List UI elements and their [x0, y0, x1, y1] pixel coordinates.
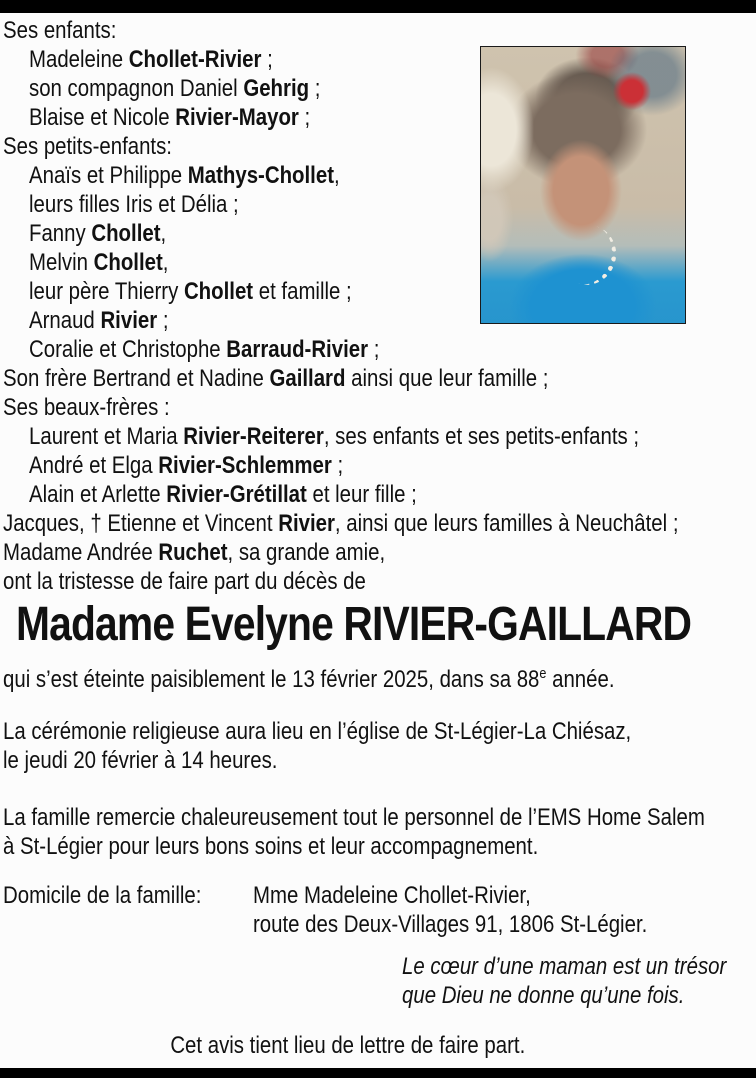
notice-line: Blaise et Nicole Rivier-Mayor ;	[29, 104, 311, 131]
notice-line: route des Deux-Villages 91, 1806 St-Légier.	[253, 911, 648, 938]
top-border-bar	[0, 0, 756, 13]
notice-line: Ses beaux-frères :	[3, 394, 170, 421]
bottom-border-bar	[0, 1068, 756, 1078]
notice-line: Mme Madeleine Chollet-Rivier,	[253, 882, 531, 909]
notice-line: Alain et Arlette Rivier-Grétillat et leur fille ;	[29, 481, 417, 508]
memorial-quote	[402, 952, 756, 1010]
notice-content	[0, 13, 756, 1068]
notice-line: La famille remercie chaleureusement tout le personnel de l’EMS Home Salem	[3, 804, 705, 831]
notice-line: à St-Légier pour leurs bons soins et leur accompagnement.	[3, 833, 539, 860]
notice-line: Son frère Bertrand et Nadine Gaillard ainsi que leur famille ;	[3, 365, 549, 392]
notice-line: Fanny Chollet,	[29, 220, 167, 247]
notice-line: Madeleine Chollet-Rivier ;	[29, 46, 273, 73]
notice-line: Laurent et Maria Rivier-Reiterer, ses enfants et ses petits-enfants ;	[29, 423, 640, 450]
deceased-name: Madame Evelyne RIVIER-GAILLARD	[16, 598, 692, 651]
notice-line: Le cœur d’une maman est un trésor	[402, 953, 727, 980]
notice-line: Jacques, † Etienne et Vincent Rivier, ainsi que leurs familles à Neuchâtel ;	[3, 510, 679, 537]
age-line	[0, 665, 756, 694]
footer-line: Cet avis tient lieu de lettre de faire part.	[170, 1032, 526, 1059]
domicile-row	[0, 881, 756, 939]
notice-line: Ses enfants:	[3, 17, 117, 44]
notice-line: Anaïs et Philippe Mathys-Chollet,	[29, 162, 340, 189]
domicile-label: Domicile de la famille:	[3, 882, 202, 909]
notice-line: le jeudi 20 février à 14 heures.	[3, 747, 278, 774]
portrait-photo	[480, 46, 686, 324]
notice-line: que Dieu ne donne qu’une fois.	[402, 982, 685, 1009]
notice-line: leur père Thierry Chollet et famille ;	[29, 278, 352, 305]
pearl-necklace	[551, 218, 624, 293]
notice-line: son compagnon Daniel Gehrig ;	[29, 75, 321, 102]
notice-line: Melvin Chollet,	[29, 249, 169, 276]
notice-line: Coralie et Christophe Barraud-Rivier ;	[29, 336, 380, 363]
notice-line: qui s’est éteinte paisiblement le 13 février 2025, dans sa 88e année.	[3, 666, 615, 693]
notice-line: Ses petits-enfants:	[3, 133, 172, 160]
ceremony-paragraph	[0, 717, 756, 775]
notice-line: leurs filles Iris et Délia ;	[29, 191, 239, 218]
notice-line: Arnaud Rivier ;	[29, 307, 169, 334]
notice-line: ont la tristesse de faire part du décès de	[3, 568, 366, 595]
notice-line: André et Elga Rivier-Schlemmer ;	[29, 452, 344, 479]
domicile-address	[253, 881, 717, 939]
notice-line: La cérémonie religieuse aura lieu en l’église de St-Légier-La Chiésaz,	[3, 718, 632, 745]
thanks-paragraph	[0, 803, 756, 861]
notice-line: Madame Andrée Ruchet, sa grande amie,	[3, 539, 386, 566]
